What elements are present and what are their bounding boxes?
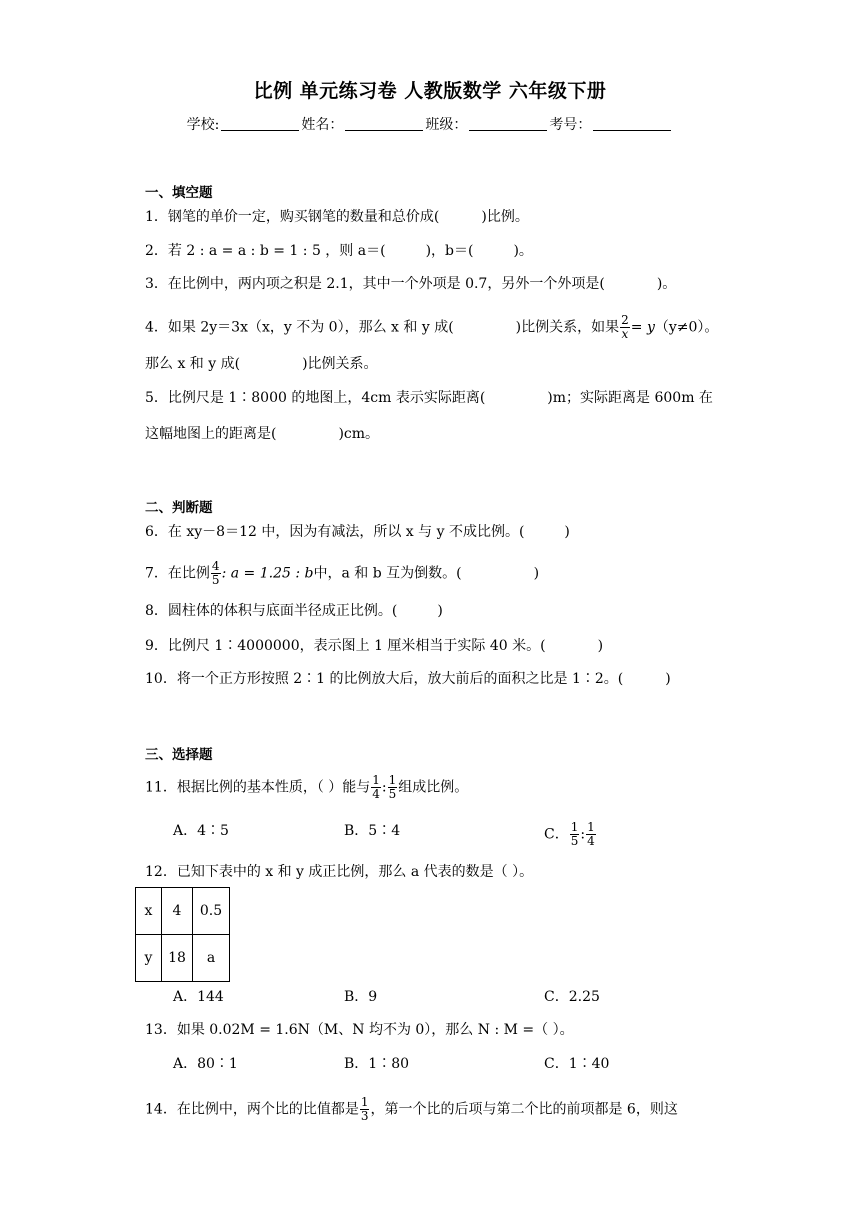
question-14 — [145, 1096, 678, 1123]
q2-text-end: )。 — [513, 243, 533, 259]
question-13: 13．如果 0.02M = 1.6N（M、N 均不为 0），那么 N : M =（ ）。 — [145, 1022, 574, 1038]
q14-fraction-numerator: 1 — [360, 1095, 369, 1109]
q13-option-b[interactable]: B．1∶80 — [344, 1056, 410, 1072]
section-heading-true-false: 二、判断题 — [145, 500, 213, 516]
q7-fraction — [211, 560, 221, 587]
q6-text-end: ) — [564, 524, 570, 540]
name-label: 姓名： — [301, 117, 344, 133]
q11-fraction-2 — [388, 774, 398, 801]
q11-option-c-fraction-2-numerator: 1 — [587, 820, 595, 834]
q12-xy-table — [135, 887, 230, 982]
q4-fraction-numerator: 2 — [621, 313, 629, 327]
q8-text-end: ) — [437, 603, 443, 619]
q2-text-mid: )，b＝( — [425, 243, 474, 259]
q9-text: 9．比例尺 1∶4000000，表示图上 1 厘米相当于实际 40 米。( — [145, 638, 546, 654]
q11-fraction-1-numerator: 1 — [372, 773, 380, 787]
exam-number-label: 考号： — [549, 117, 592, 133]
question-12: 12．已知下表中的 x 和 y 成正比例，那么 a 代表的数是（ ）。 — [145, 864, 534, 880]
q4-equation: = y — [630, 319, 655, 336]
table-cell: x — [136, 888, 162, 935]
q11-text: 11．根据比例的基本性质，（ ）能与 — [145, 779, 371, 796]
q7-text: 7．在比例 — [145, 565, 210, 582]
q11-fraction-1 — [371, 774, 381, 801]
q7-proportion: : a = 1.25 : b — [221, 565, 314, 582]
q4-text-line2: 那么 x 和 y 成( — [145, 356, 241, 372]
q11-option-c[interactable] — [544, 821, 597, 848]
q12-option-a[interactable]: A．144 — [173, 989, 224, 1005]
table-cell: y — [136, 935, 162, 982]
q11-fraction-1-denominator: 4 — [372, 787, 380, 801]
q14-fraction — [360, 1096, 370, 1123]
q14-fraction-denominator: 3 — [360, 1109, 369, 1123]
school-label: 学校: — [186, 117, 220, 133]
question-3 — [145, 274, 676, 294]
question-7 — [145, 560, 539, 587]
q11-option-c-fraction-2-denominator: 4 — [587, 834, 595, 848]
q5-text: 5．比例尺是 1∶8000 的地图上，4cm 表示实际距离( — [145, 390, 486, 406]
q10-text: 10．将一个正方形按照 2∶1 的比例放大后，放大前后的面积之比是 1∶2。( — [145, 671, 624, 687]
q11-option-c-fraction-1-denominator: 5 — [570, 834, 579, 848]
question-4-continued — [145, 354, 378, 374]
question-2 — [145, 241, 533, 261]
question-1 — [145, 207, 529, 227]
school-blank[interactable] — [221, 116, 299, 131]
q4-fraction — [620, 314, 630, 341]
name-blank[interactable] — [345, 116, 423, 131]
q7-fraction-numerator: 4 — [211, 559, 220, 573]
q14-text-end: ，第一个比的后项与第二个比的前项都是 6，则这 — [370, 1101, 678, 1118]
question-6 — [145, 522, 570, 542]
q9-text-end: ) — [597, 638, 604, 654]
q7-text-mid: 中，a 和 b 互为倒数。( — [313, 565, 462, 582]
q11-option-c-colon: : — [580, 826, 586, 843]
table-cell: a — [193, 935, 230, 982]
q11-fraction-2-denominator: 5 — [388, 787, 397, 801]
table-row — [136, 888, 230, 935]
student-info-line — [0, 114, 860, 134]
q4-text-end: )比例关系。 — [302, 356, 378, 372]
q5-text-mid: )m；实际距离是 600m 在 — [547, 390, 713, 406]
table-cell: 4 — [162, 888, 193, 935]
q4-text: 4．如果 2y＝3x（x，y 不为 0），那么 x 和 y 成( — [145, 319, 454, 336]
q1-text: 1．钢笔的单价一定，购买钢笔的数量和总价成( — [145, 209, 440, 225]
section-heading-fill-blank: 一、填空题 — [145, 185, 213, 201]
question-11 — [145, 774, 468, 801]
q4-text-mid: )比例关系，如果 — [515, 319, 620, 336]
q8-text: 8．圆柱体的体积与底面半径成正比例。( — [145, 603, 398, 619]
question-8 — [145, 601, 443, 621]
q13-option-c[interactable]: C．1∶40 — [544, 1056, 610, 1072]
q7-text-end: ) — [533, 565, 540, 582]
q11-option-c-fraction-1-numerator: 1 — [570, 820, 579, 834]
question-9 — [145, 636, 603, 656]
q13-option-a[interactable]: A．80∶1 — [173, 1056, 238, 1072]
q11-option-c-fraction-2 — [586, 821, 596, 848]
q14-text: 14．在比例中，两个比的比值都是 — [145, 1101, 359, 1118]
q11-colon: : — [381, 779, 387, 796]
q5-text-line2: 这幅地图上的距离是( — [145, 426, 277, 442]
q5-text-end: )cm。 — [338, 426, 380, 442]
q7-fraction-denominator: 5 — [211, 573, 220, 587]
q4-condition: （y≠0）。 — [654, 319, 719, 336]
q6-text: 6．在 xy－8＝12 中，因为有减法，所以 x 与 y 不成比例。( — [145, 524, 525, 540]
q3-text-end: )。 — [656, 276, 677, 292]
table-row — [136, 935, 230, 982]
table-cell: 0.5 — [193, 888, 230, 935]
q11-option-b[interactable]: B．5∶4 — [344, 823, 401, 839]
worksheet-title: 比例 单元练习卷 人教版数学 六年级下册 — [253, 80, 607, 102]
question-4 — [145, 314, 718, 341]
class-blank[interactable] — [469, 116, 547, 131]
q11-option-c-label: C． — [544, 826, 569, 843]
q1-text-end: )比例。 — [481, 209, 529, 225]
question-5 — [145, 388, 713, 408]
table-cell: 18 — [162, 935, 193, 982]
q2-text: 2．若 2 : a = a : b = 1 : 5 ，则 a＝( — [145, 243, 386, 259]
q11-text-end: 组成比例。 — [398, 779, 469, 796]
question-5-continued — [145, 424, 379, 444]
q12-option-c[interactable]: C．2.25 — [544, 989, 600, 1005]
q10-text-end: ) — [665, 671, 671, 687]
exam-number-blank[interactable] — [593, 116, 671, 131]
q11-option-a[interactable]: A．4∶5 — [173, 823, 229, 839]
question-10 — [145, 669, 671, 689]
q3-text: 3．在比例中，两内项之积是 2.1，其中一个外项是 0.7，另外一个外项是( — [145, 276, 605, 292]
section-heading-multiple-choice: 三、选择题 — [145, 747, 213, 763]
q11-fraction-2-numerator: 1 — [388, 773, 397, 787]
class-label: 班级： — [425, 117, 468, 133]
q12-option-b[interactable]: B．9 — [344, 989, 378, 1005]
q4-fraction-denominator: x — [621, 327, 629, 341]
q11-option-c-fraction-1 — [570, 821, 580, 848]
